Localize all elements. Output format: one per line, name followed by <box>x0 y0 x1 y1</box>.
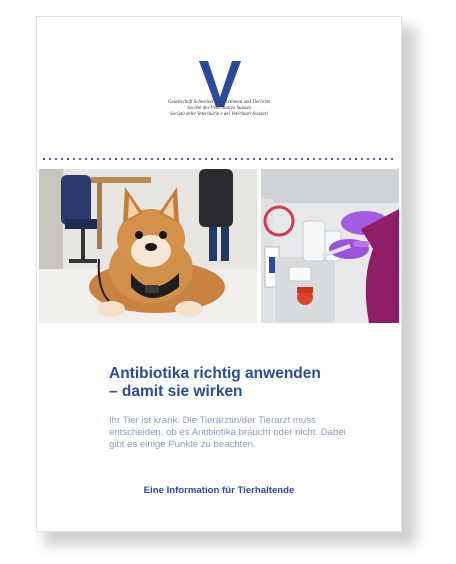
organization-name-fr: Société des Vétérinaires Suisses <box>187 106 251 111</box>
title-line-2: – damit sie wirken <box>109 383 243 400</box>
organization-name-de: Gesellschaft Schweizer Tierärztinnen und Tierärzte <box>167 100 271 105</box>
organization-name <box>37 100 401 118</box>
dog-photo <box>39 169 257 323</box>
title-line-1: Antibiotika richtig anwenden <box>109 365 321 382</box>
lead-text: Ihr Tier ist krank. Die Tierärztin/der Tierarzt muss entscheiden, ob es Antibiotika braucht oder nicht. Dabei gibt es einige Punkte zu beachten. <box>109 415 346 450</box>
audience-note: Eine Information für Tierhaltende <box>143 485 295 496</box>
dotted-divider <box>41 158 397 160</box>
brochure-title <box>109 365 369 401</box>
brochure-cover <box>36 16 402 532</box>
lab-photo <box>261 169 399 323</box>
organization-name-it: Società delle Veterinarie e dei Veterinari Svizzeri <box>169 112 269 117</box>
